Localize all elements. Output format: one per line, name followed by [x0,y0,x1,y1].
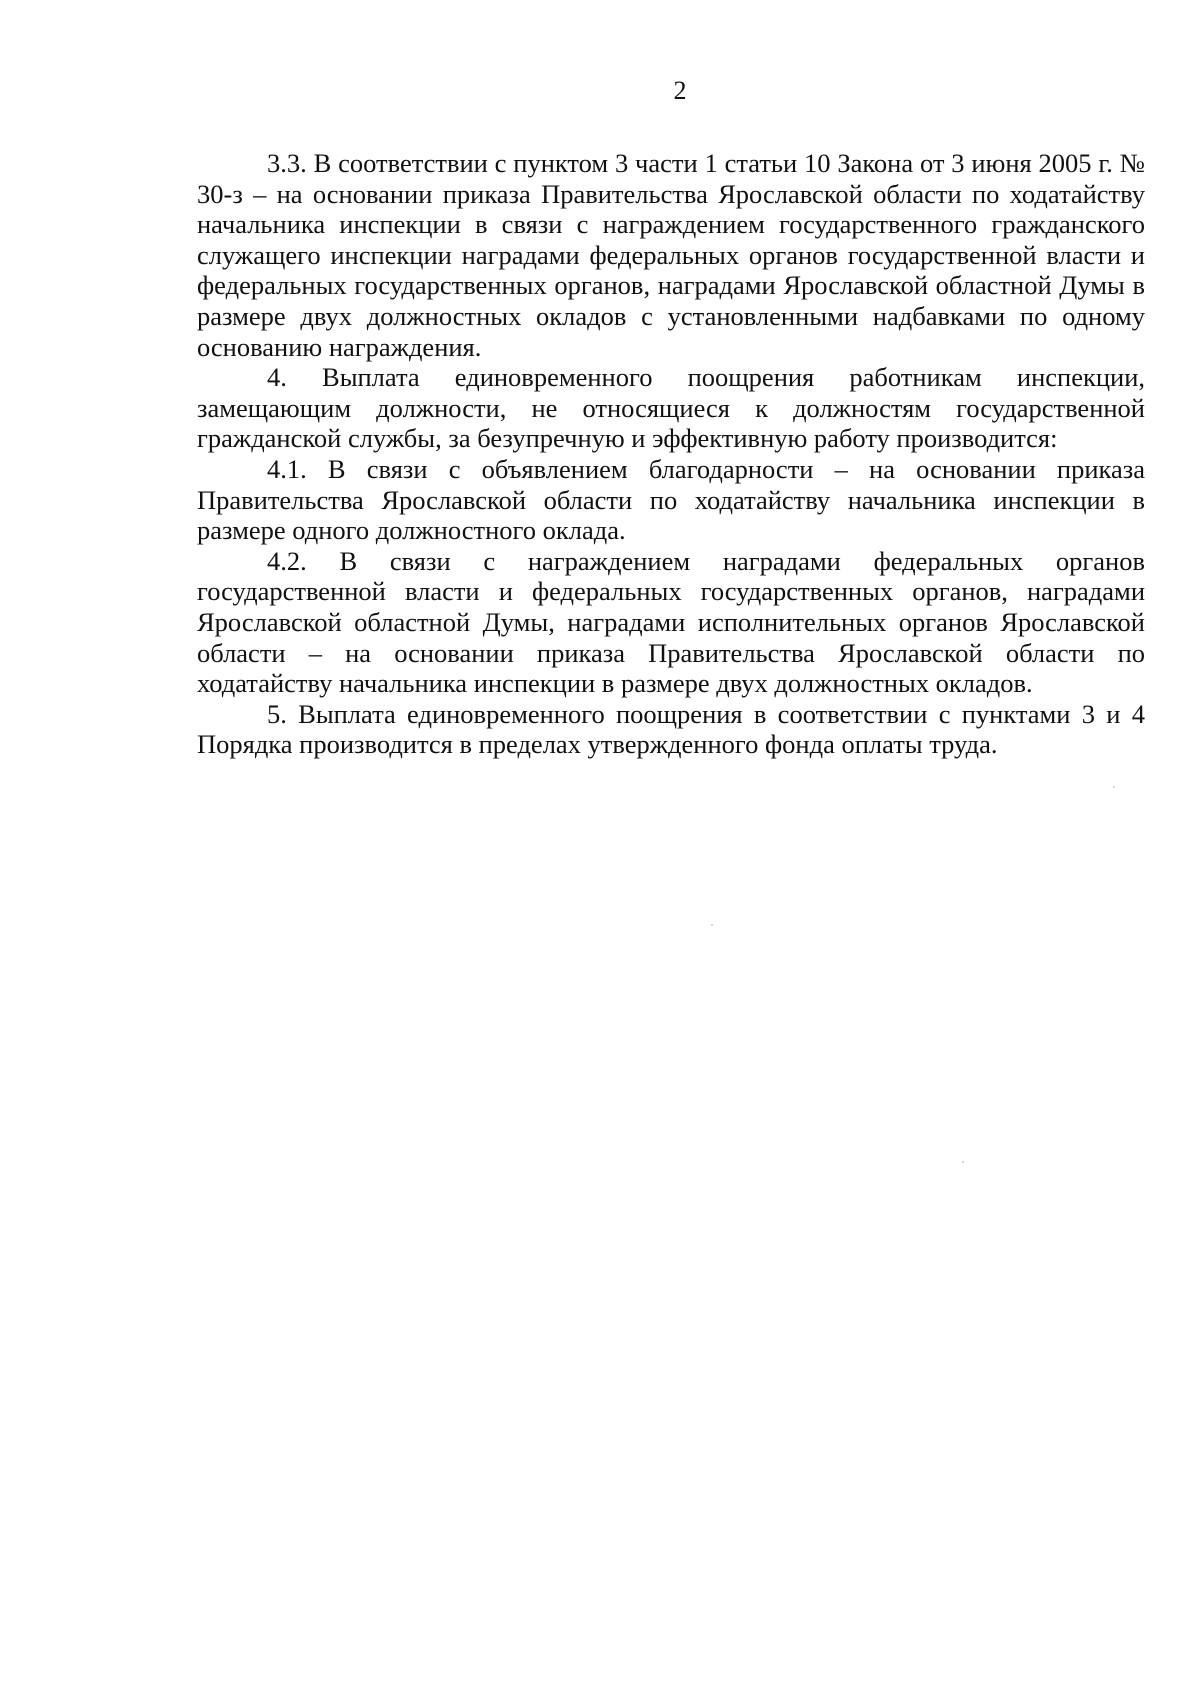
scan-speck [962,1161,964,1163]
document-body [197,148,1145,760]
paragraph-4-2: 4.2. В связи с награждением наградами федеральных органов государственной власти и федеральных государственных органов, наградами Ярославской областной Думы, наградами исполнительных органов Ярославской области – на основании приказа Правительства Ярославской области по ходатайству начальника инспекции в размере двух должностных окладов. [197,545,1145,699]
scan-speck [711,924,713,926]
paragraph-3-3: 3.3. В соответствии с пунктом 3 части 1 статьи 10 Закона от 3 июня 2005 г. № 30-з – на основании приказа Правительства Ярославской области по ходатайству начальника инспекции в связи с награждением государственного гражданского служащего инспекции наградами федеральных органов государственной власти и федеральных государственных органов, наградами Ярославской областной Думы в размере двух должностных окладов с установленными надбавками по одному основанию награждения. [197,148,1145,362]
paragraph-4-1: 4.1. В связи с объявлением благодарности – на основании приказа Правительства Ярославской области по ходатайству начальника инспекции в размере одного должностного оклада. [197,453,1145,546]
page-number: 2 [673,76,687,105]
scan-speck [1113,786,1115,788]
paragraph-5: 5. Выплата единовременного поощрения в соответствии с пунктами 3 и 4 Порядка производится в пределах утвержденного фонда оплаты труда. [197,698,1145,760]
paragraph-4: 4. Выплата единовременного поощрения работникам инспекции, замещающим должности, не относящиеся к должностям государственной гражданской службы, за безупречную и эффективную работу производится: [197,362,1145,454]
